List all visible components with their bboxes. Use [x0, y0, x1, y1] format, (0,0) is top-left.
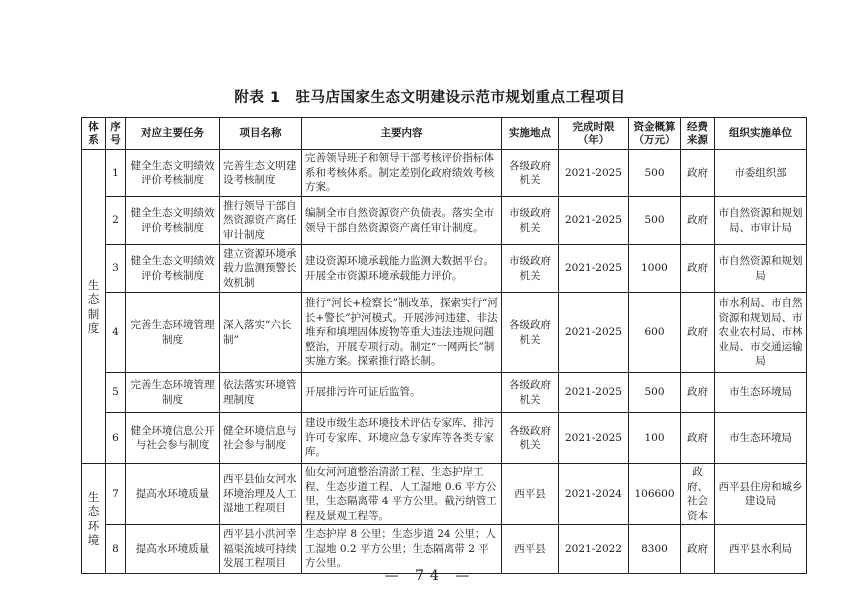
- group-label-environment: 生态环境: [82, 464, 106, 574]
- row-source: 政府: [681, 373, 715, 413]
- row-deadline: 2021-2025: [559, 413, 629, 464]
- row-location: 市级政府机关: [502, 197, 559, 245]
- row-content: 仙女河河道整治清淤工程、生态护岸工程、生态步道工程、人工湿地 0.6 平方公里，生态隔离带 4 平方公里。截污纳管工程及景观工程等。: [302, 464, 502, 525]
- row-deadline: 2021-2025: [559, 197, 629, 245]
- row-task: 提高水环境质量: [126, 464, 220, 525]
- row-task: 健全生态文明绩效评价考核制度: [126, 197, 220, 245]
- table-row: [82, 293, 807, 373]
- row-project: 完善生态文明建设考核制度: [220, 150, 302, 197]
- row-location: 各级政府机关: [502, 373, 559, 413]
- row-deadline: 2021-2025: [559, 150, 629, 197]
- row-task: 提高水环境质量: [126, 525, 220, 574]
- projects-table: [81, 117, 807, 574]
- row-location: 各级政府机关: [502, 150, 559, 197]
- row-seq: 6: [106, 413, 126, 464]
- row-deadline: 2021-2024: [559, 464, 629, 525]
- row-task: 健全环境信息公开与社会参与制度: [126, 413, 220, 464]
- row-seq: 3: [106, 245, 126, 293]
- row-budget: 500: [629, 373, 681, 413]
- table-row: [82, 150, 807, 197]
- row-unit: 市水利局、市自然资源和规划局、市农业农村局、市林业局、市交通运输局: [715, 293, 807, 373]
- header-system: 体系: [82, 118, 106, 150]
- header-location: 实施地点: [502, 118, 559, 150]
- row-project: 健全环境信息与社会参与制度: [220, 413, 302, 464]
- row-seq: 1: [106, 150, 126, 197]
- row-source: 政府: [681, 197, 715, 245]
- row-task: 健全生态文明绩效评价考核制度: [126, 150, 220, 197]
- row-budget: 1000: [629, 245, 681, 293]
- row-seq: 4: [106, 293, 126, 373]
- row-source: 政府: [681, 293, 715, 373]
- header-unit: 组织实施单位: [715, 118, 807, 150]
- row-budget: 106600: [629, 464, 681, 525]
- row-unit: 西平县住房和城乡建设局: [715, 464, 807, 525]
- row-task: 完善生态环境管理制度: [126, 293, 220, 373]
- row-content: 生态护岸 8 公里；生态步道 24 公里；人工湿地 0.2 平方公里；生态隔离带 2 平方公里。: [302, 525, 502, 574]
- table-row: [82, 245, 807, 293]
- row-budget: 500: [629, 197, 681, 245]
- row-project: 依法落实环境管理制度: [220, 373, 302, 413]
- row-project: 西平县小洪河幸福渠流域可持续发展工程项目: [220, 525, 302, 574]
- row-source: 政府: [681, 245, 715, 293]
- header-row: [82, 118, 807, 150]
- table-row: [82, 413, 807, 464]
- row-unit: 西平县水利局: [715, 525, 807, 574]
- row-location: 各级政府机关: [502, 293, 559, 373]
- row-source: 政府、社会资本: [681, 464, 715, 525]
- row-content: 建设市级生态环境技术评估专家库、排污许可专家库、环境应急专家库等各类专家库。: [302, 413, 502, 464]
- row-seq: 8: [106, 525, 126, 574]
- row-unit: 市委组织部: [715, 150, 807, 197]
- row-location: 各级政府机关: [502, 413, 559, 464]
- row-location: 西平县: [502, 525, 559, 574]
- row-project: 深入落实“六长制”: [220, 293, 302, 373]
- row-deadline: 2021-2025: [559, 293, 629, 373]
- header-seq: 序号: [106, 118, 126, 150]
- row-content: 完善领导班子和领导干部考核评价指标体系和考核体系。制定差别化政府绩效考核方案。: [302, 150, 502, 197]
- row-unit: 市自然资源和规划局: [715, 245, 807, 293]
- row-budget: 500: [629, 150, 681, 197]
- group-label-system: 生态制度: [82, 150, 106, 464]
- row-content: 编制全市自然资源资产负债表。落实全市领导干部自然资源资产离任审计制度。: [302, 197, 502, 245]
- table-row: [82, 197, 807, 245]
- header-source: 经费来源: [681, 118, 715, 150]
- row-deadline: 2021-2022: [559, 525, 629, 574]
- row-budget: 100: [629, 413, 681, 464]
- row-task: 健全生态文明绩效评价考核制度: [126, 245, 220, 293]
- row-seq: 7: [106, 464, 126, 525]
- header-deadline: 完成时限（年）: [559, 118, 629, 150]
- table-title: 附表 1 驻马店国家生态文明建设示范市规划重点工程项目: [234, 90, 626, 106]
- table-row: [82, 525, 807, 574]
- row-source: 政府: [681, 413, 715, 464]
- row-unit: 市自然资源和规划局、市审计局: [715, 197, 807, 245]
- row-unit: 市生态环境局: [715, 413, 807, 464]
- row-project: 推行领导干部自然资源资产离任审计制度: [220, 197, 302, 245]
- row-project: 西平县仙女河水环境治理及人工湿地工程项目: [220, 464, 302, 525]
- row-content: 推行“河长+检察长”制改革，探索实行“河长+警长”护河模式。开展涉河违建、非法堆弃和填埋固体废物等重大违法违规问题整治，开展专项行动。制定“一网两长”制实施方案。探索推行路长制。: [302, 293, 502, 373]
- row-content: 建设资源环境承载能力监测大数据平台。开展全市资源环境承载能力评价。: [302, 245, 502, 293]
- header-content: 主要内容: [302, 118, 502, 150]
- row-task: 完善生态环境管理制度: [126, 373, 220, 413]
- row-location: 西平县: [502, 464, 559, 525]
- row-source: 政府: [681, 150, 715, 197]
- row-project: 建立资源环境承载力监测预警长效机制: [220, 245, 302, 293]
- row-budget: 8300: [629, 525, 681, 574]
- row-seq: 2: [106, 197, 126, 245]
- row-location: 市级政府机关: [502, 245, 559, 293]
- table-row: [82, 464, 807, 525]
- row-content: 开展排污许可证后监管。: [302, 373, 502, 413]
- row-deadline: 2021-2025: [559, 373, 629, 413]
- row-unit: 市生态环境局: [715, 373, 807, 413]
- header-budget: 资金概算（万元）: [629, 118, 681, 150]
- page-number: — 74 —: [384, 568, 476, 584]
- header-project: 项目名称: [220, 118, 302, 150]
- table-row: [82, 373, 807, 413]
- row-source: 政府: [681, 525, 715, 574]
- row-budget: 600: [629, 293, 681, 373]
- row-deadline: 2021-2025: [559, 245, 629, 293]
- row-seq: 5: [106, 373, 126, 413]
- header-task: 对应主要任务: [126, 118, 220, 150]
